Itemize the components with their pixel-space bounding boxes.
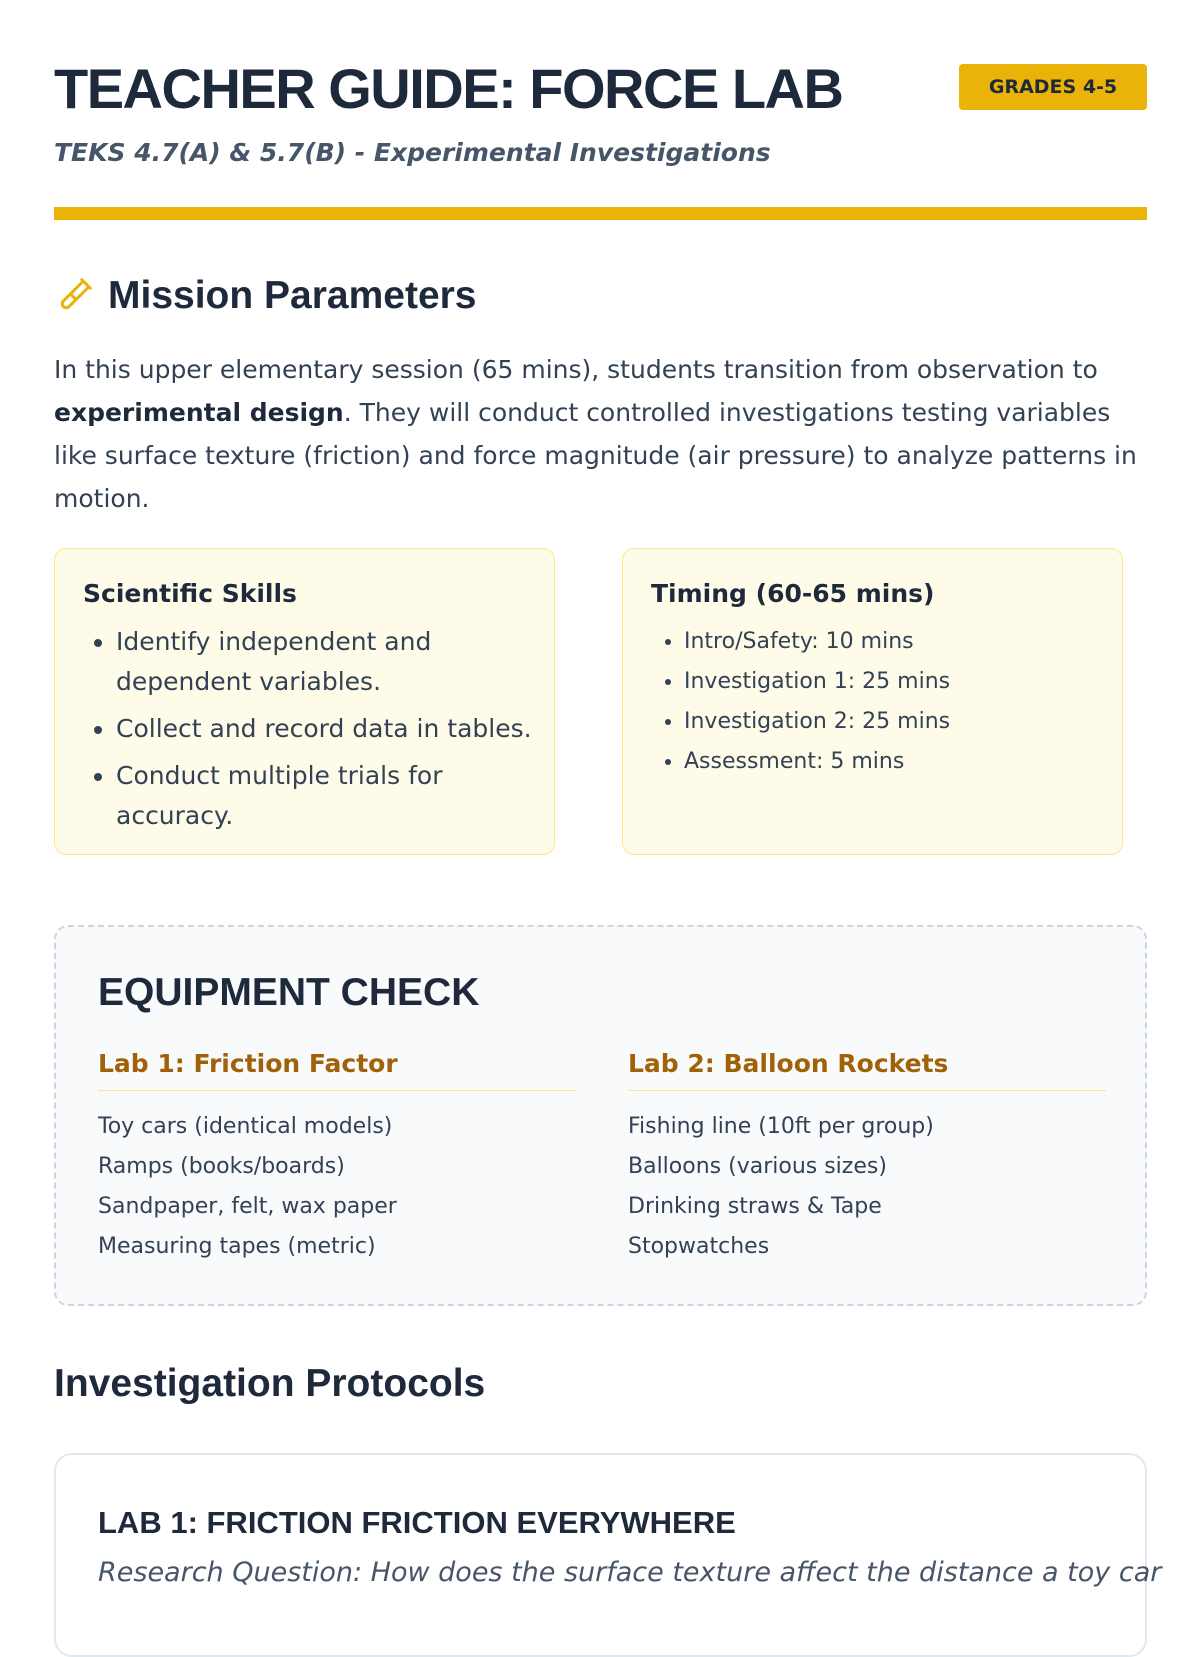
- equipment-title: EQUIPMENT CHECK: [98, 971, 480, 1014]
- list-item: • Investigation 2: 25 mins: [684, 702, 1122, 742]
- timing-card: [622, 548, 1123, 855]
- equipment-check-box: [54, 925, 1147, 1306]
- page-header: [54, 56, 1147, 122]
- intro-bold-term: experimental design: [54, 398, 344, 427]
- page-subtitle: TEKS 4.7(A) & 5.7(B) - Experimental Investigations: [54, 138, 771, 167]
- intro-text-end: . They will conduct controlled investigations testing variables like surface texture (friction) and force magnitude (air pressure) to analyze patterns in motion.: [54, 398, 1137, 513]
- list-item: Measuring tapes (metric): [98, 1234, 376, 1259]
- skills-title: Scientific Skills: [83, 579, 297, 608]
- timing-list: [651, 622, 1122, 782]
- skills-card: [54, 548, 555, 855]
- list-item: • Identify independent and dependent variables.: [116, 622, 554, 702]
- list-item: • Intro/Safety: 10 mins: [684, 622, 1122, 662]
- lab1-equipment-title: Lab 1: Friction Factor: [98, 1049, 576, 1091]
- list-item: Drinking straws & Tape: [628, 1194, 882, 1219]
- list-item: • Collect and record data in tables.: [116, 709, 554, 749]
- header-divider: [54, 207, 1147, 220]
- lab2-equipment-list: [628, 1107, 1106, 1267]
- skills-list: [83, 622, 554, 836]
- grade-badge: GRADES 4-5: [959, 64, 1147, 110]
- lab2-equipment: [628, 1049, 1106, 1267]
- list-item: Sandpaper, felt, wax paper: [98, 1194, 397, 1219]
- protocols-title: Investigation Protocols: [54, 1362, 486, 1405]
- test-tube-icon: [54, 276, 94, 316]
- lab1-equipment-list: [98, 1107, 576, 1267]
- list-item: Stopwatches: [628, 1234, 770, 1259]
- mission-intro: [54, 348, 1147, 520]
- intro-text-start: In this upper elementary session (65 mins), students transition from observation to: [54, 355, 1098, 384]
- page-title: TEACHER GUIDE: FORCE LAB: [54, 57, 843, 120]
- list-item: Balloons (various sizes): [628, 1154, 887, 1179]
- lab1-research-question: Research Question: How does the surface texture affect the distance a toy car: [98, 1557, 1162, 1588]
- list-item: Fishing line (10ft per group): [628, 1114, 934, 1139]
- list-item: • Investigation 1: 25 mins: [684, 662, 1122, 702]
- timing-title: Timing (60-65 mins): [651, 579, 935, 608]
- list-item: • Conduct multiple trials for accuracy.: [116, 756, 554, 836]
- mission-heading: [54, 274, 477, 318]
- list-item: • Assessment: 5 mins: [684, 742, 1122, 782]
- mission-title: Mission Parameters: [108, 274, 477, 317]
- lab1-equipment: [98, 1049, 576, 1267]
- list-item: Ramps (books/boards): [98, 1154, 345, 1179]
- lab1-protocol-card: [54, 1453, 1162, 1657]
- lab1-protocol-title: LAB 1: FRICTION FRICTION EVERYWHERE: [98, 1505, 736, 1540]
- lab2-equipment-title: Lab 2: Balloon Rockets: [628, 1049, 1106, 1091]
- list-item: Toy cars (identical models): [98, 1114, 393, 1139]
